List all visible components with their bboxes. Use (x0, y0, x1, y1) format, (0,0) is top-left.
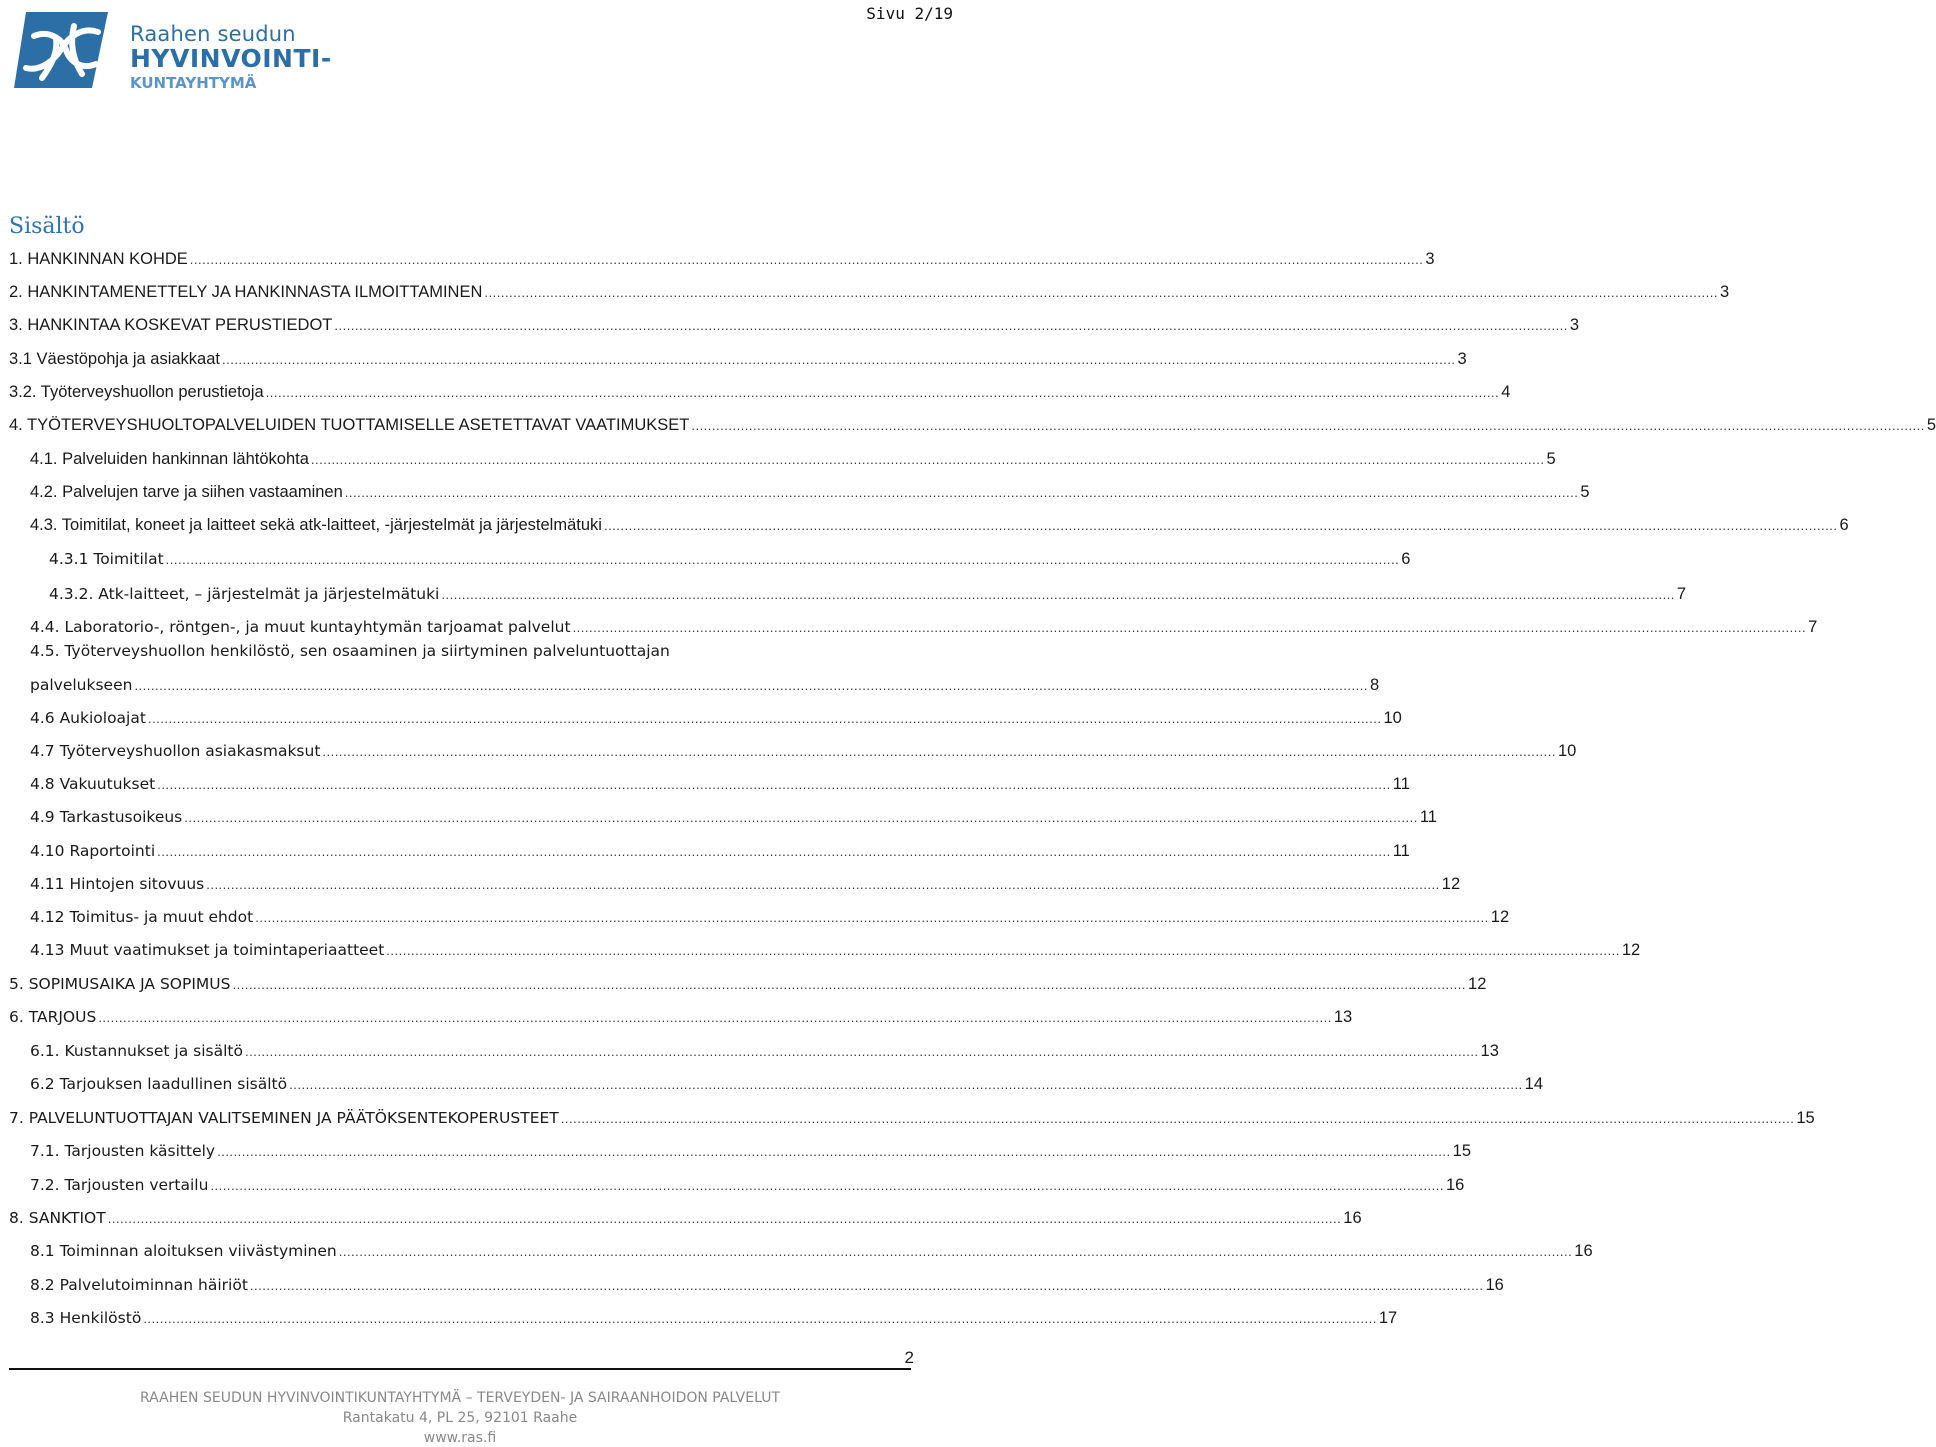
toc-dot-leader: ............................................................................................................................................................................................................................................................................................................ (322, 744, 1556, 759)
toc-entry-label: 4.13 Muut vaatimukset ja toimintaperiaatteet (30, 941, 385, 959)
toc-entry[interactable] (30, 775, 1410, 799)
toc-entry-page: 7 (1676, 585, 1687, 603)
toc-entry-label: 6.2 Tarjouksen laadullinen sisältö (30, 1075, 288, 1093)
toc-entry[interactable] (30, 875, 1461, 899)
toc-entry[interactable] (30, 941, 1641, 965)
toc-title: Sisältö (9, 214, 85, 239)
toc-entry-page: 8 (1369, 676, 1380, 694)
toc-entry-label: 3.1 Väestöpohja ja asiakkaat (9, 350, 220, 368)
organization-logo (12, 8, 332, 98)
toc-entry[interactable] (30, 742, 1577, 766)
toc-entry-label: 1. HANKINNAN KOHDE (9, 250, 188, 268)
toc-dot-leader: ............................................................................................................................................................................................................................................................................................................ (184, 810, 1418, 825)
toc-entry-page: 17 (1378, 1309, 1398, 1327)
toc-entry[interactable] (9, 283, 1730, 307)
toc-entry[interactable] (9, 316, 1580, 340)
toc-entry-label: 8.2 Palvelutoiminnan häiriöt (30, 1276, 248, 1294)
toc-entry[interactable] (30, 450, 1556, 474)
toc-dot-leader: ............................................................................................................................................................................................................................................................................................................ (265, 385, 1500, 400)
toc-dot-leader: ............................................................................................................................................................................................................................................................................................................ (484, 285, 1718, 300)
toc-entry-label: 5. SOPIMUSAIKA JA SOPIMUS (9, 975, 231, 993)
toc-entry[interactable] (30, 842, 1410, 866)
toc-dot-leader: ............................................................................................................................................................................................................................................................................................................ (245, 1044, 1479, 1059)
toc-dot-leader: ............................................................................................................................................................................................................................................................................................................ (165, 552, 1400, 567)
toc-dot-leader: ............................................................................................................................................................................................................................................................................................................ (217, 1144, 1451, 1159)
toc-dot-leader: ............................................................................................................................................................................................................................................................................................................ (289, 1077, 1523, 1092)
toc-dot-leader: ............................................................................................................................................................................................................................................................................................................ (249, 1278, 1484, 1293)
toc-entry-page: 15 (1452, 1142, 1471, 1160)
toc-entry-page: 5 (1546, 450, 1556, 468)
toc-entry-page: 16 (1343, 1209, 1362, 1227)
toc-entry-page: 15 (1796, 1109, 1815, 1127)
toc-entry[interactable] (9, 1209, 1362, 1233)
toc-entry-page: 4 (1501, 383, 1511, 401)
toc-entry-page: 6 (1839, 516, 1849, 534)
toc-dot-leader: ............................................................................................................................................................................................................................................................................................................ (560, 1111, 1795, 1126)
toc-entry[interactable] (9, 416, 1936, 440)
toc-entry[interactable] (30, 1242, 1593, 1266)
footer-organization: RAAHEN SEUDUN HYVINVOINTIKUNTAYHTYMÄ – TERVEYDEN- JA SAIRAANHOIDON PALVELUT (139, 1390, 781, 1406)
toc-entry-page: 3 (1425, 250, 1435, 268)
toc-entry[interactable] (9, 975, 1487, 999)
toc-entry[interactable] (30, 676, 1380, 700)
toc-entry[interactable] (30, 516, 1849, 540)
toc-entry-page: 12 (1490, 908, 1510, 926)
toc-entry-label: 4.6 Aukioloajat (30, 709, 146, 727)
toc-dot-leader: ............................................................................................................................................................................................................................................................................................................ (572, 620, 1807, 635)
toc-entry[interactable] (9, 1109, 1815, 1133)
toc-entry-page: 5 (1926, 416, 1936, 434)
toc-entry-page: 16 (1485, 1276, 1504, 1294)
toc-entry-page: 13 (1333, 1008, 1353, 1026)
toc-entry[interactable] (9, 1008, 1353, 1032)
toc-dot-leader: ............................................................................................................................................................................................................................................................................................................ (134, 678, 1368, 693)
toc-entry-label: 4.5. Työterveyshuollon henkilöstö, sen osaaminen ja siirtyminen palveluntuottajan (30, 642, 670, 660)
toc-entry-page: 3 (1569, 316, 1580, 334)
toc-dot-leader: ............................................................................................................................................................................................................................................................................................................ (603, 518, 1838, 533)
toc-entry[interactable] (30, 618, 1818, 642)
toc-dot-leader: ............................................................................................................................................................................................................................................................................................................ (441, 587, 1675, 602)
toc-dot-leader: ............................................................................................................................................................................................................................................................................................................ (386, 943, 1620, 958)
toc-entry-label: 4.3.2. Atk-laitteet, – järjestelmät ja järjestelmätuki (49, 585, 440, 603)
toc-entry-page: 12 (1441, 875, 1461, 893)
toc-entry-label: 4.10 Raportointi (30, 842, 156, 860)
toc-entry-label: 4.9 Tarkastusoikeus (30, 808, 183, 826)
toc-entry-label: 3. HANKINTAA KOSKEVAT PERUSTIEDOT (9, 316, 333, 334)
toc-entry-label: 2. HANKINTAMENETTELY JA HANKINNASTA ILMOITTAMINEN (9, 283, 483, 301)
toc-entry[interactable] (30, 483, 1590, 507)
toc-entry-page: 10 (1557, 742, 1577, 760)
toc-entry-label: 4.1. Palveluiden hankinnan lähtökohta (30, 450, 309, 468)
toc-dot-leader: ............................................................................................................................................................................................................................................................................................................ (210, 1178, 1444, 1193)
toc-entry-label: 4.8 Vakuutukset (30, 775, 156, 793)
toc-entry-page: 12 (1621, 941, 1641, 959)
toc-dot-leader: ............................................................................................................................................................................................................................................................................................................ (107, 1211, 1342, 1226)
toc-entry[interactable] (30, 1176, 1465, 1200)
toc-entry-page: 3 (1719, 283, 1730, 301)
toc-entry[interactable] (30, 709, 1402, 733)
toc-entry-label: 6. TARJOUS (9, 1008, 97, 1026)
toc-entry[interactable] (30, 808, 1437, 832)
toc-dot-leader: ............................................................................................................................................................................................................................................................................................................ (255, 910, 1489, 925)
toc-entry-page: 10 (1383, 709, 1402, 727)
page-indicator: Sivu 2/19 (866, 4, 953, 23)
toc-entry-label: 7. PALVELUNTUOTTAJAN VALITSEMINEN JA PÄÄTÖKSENTEKOPERUSTEET (9, 1109, 559, 1127)
toc-dot-leader: ............................................................................................................................................................................................................................................................................................................ (338, 1244, 1573, 1259)
footer-divider (9, 1368, 911, 1370)
toc-dot-leader: ............................................................................................................................................................................................................................................................................................................ (344, 485, 1579, 500)
toc-entry-label: 4. TYÖTERVEYSHUOLTOPALVELUIDEN TUOTTAMISELLE ASETETTAVAT VAATIMUKSET (9, 416, 690, 434)
toc-dot-leader: ............................................................................................................................................................................................................................................................................................................ (221, 352, 1456, 367)
toc-entry[interactable] (49, 585, 1687, 609)
toc-dot-leader: ............................................................................................................................................................................................................................................................................................................ (147, 711, 1382, 726)
toc-dot-leader: ............................................................................................................................................................................................................................................................................................................ (98, 1010, 1332, 1025)
toc-entry[interactable] (49, 550, 1411, 574)
footer-website: www.ras.fi (423, 1430, 497, 1446)
toc-entry-page: 11 (1392, 842, 1410, 860)
toc-entry[interactable] (30, 1276, 1504, 1300)
toc-entry-label: 6.1. Kustannukset ja sisältö (30, 1042, 243, 1060)
toc-entry-label: 4.11 Hintojen sitovuus (30, 875, 205, 893)
toc-entry-label: 8.1 Toiminnan aloituksen viivästyminen (30, 1242, 337, 1260)
toc-entry-label: 4.3.1 Toimitilat (49, 550, 164, 568)
toc-entry-first-line[interactable] (30, 642, 914, 666)
toc-dot-leader: ............................................................................................................................................................................................................................................................................................................ (334, 318, 1568, 333)
toc-entry-label: 4.4. Laboratorio-, röntgen-, ja muut kuntayhtymän tarjoamat palvelut (30, 618, 571, 636)
toc-entry-label: 8. SANKTIOT (9, 1209, 106, 1227)
toc-entry[interactable] (30, 1142, 1471, 1166)
toc-entry[interactable] (30, 1309, 1398, 1333)
toc-entry-page: 13 (1480, 1042, 1499, 1060)
toc-entry-label: 3.2. Työterveyshuollon perustietoja (9, 383, 264, 401)
toc-entry-page: 16 (1574, 1242, 1593, 1260)
logo-text-line3: KUNTAYHTYMÄ (130, 74, 257, 92)
logo-text-line1: Raahen seudun (130, 22, 296, 46)
toc-entry-label: 7.2. Tarjousten vertailu (30, 1176, 209, 1194)
toc-dot-leader: ............................................................................................................................................................................................................................................................................................................ (143, 1311, 1377, 1326)
toc-dot-leader: ............................................................................................................................................................................................................................................................................................................ (232, 977, 1467, 992)
toc-entry-label: 4.2. Palvelujen tarve ja siihen vastaaminen (30, 483, 343, 501)
toc-dot-leader: ............................................................................................................................................................................................................................................................................................................ (189, 252, 1424, 267)
logo-text-line2: HYVINVOINTI- (130, 44, 332, 73)
toc-entry-label: 8.3 Henkilöstö (30, 1309, 142, 1327)
toc-entry[interactable] (9, 350, 1467, 374)
toc-entry-page: 11 (1392, 775, 1410, 793)
toc-dot-leader: ............................................................................................................................................................................................................................................................................................................ (310, 452, 1545, 467)
toc-dot-leader: ............................................................................................................................................................................................................................................................................................................ (157, 777, 1391, 792)
toc-entry-page: 6 (1401, 550, 1411, 568)
toc-entry-label: 7.1. Tarjousten käsittely (30, 1142, 216, 1160)
toc-entry[interactable] (30, 1075, 1544, 1099)
toc-entry-page: 14 (1524, 1075, 1544, 1093)
toc-entry[interactable] (9, 383, 1511, 407)
toc-entry-page: 16 (1445, 1176, 1465, 1194)
footer-address: Rantakatu 4, PL 25, 92101 Raahe (342, 1410, 578, 1426)
toc-entry-page: 3 (1457, 350, 1467, 368)
knot-logo-icon (12, 8, 112, 92)
toc-entry-page: 5 (1580, 483, 1590, 501)
toc-entry[interactable] (9, 250, 1435, 274)
toc-entry-label: 4.3. Toimitilat, koneet ja laitteet sekä atk-laitteet, -järjestelmät ja järjestelmätuki (30, 516, 602, 534)
footer-page-number: 2 (904, 1348, 914, 1367)
toc-entry-page: 11 (1419, 808, 1437, 826)
toc-entry-label: 4.7 Työterveyshuollon asiakasmaksut (30, 742, 321, 760)
toc-dot-leader: ............................................................................................................................................................................................................................................................................................................ (691, 418, 1925, 433)
toc-entry[interactable] (30, 1042, 1499, 1066)
toc-dot-leader: ............................................................................................................................................................................................................................................................................................................ (157, 844, 1391, 859)
toc-dot-leader: ............................................................................................................................................................................................................................................................................................................ (206, 877, 1440, 892)
toc-entry-label: palvelukseen (30, 676, 133, 694)
toc-entry[interactable] (30, 908, 1510, 932)
toc-entry-label: 4.12 Toimitus- ja muut ehdot (30, 908, 254, 926)
toc-entry-page: 12 (1468, 975, 1487, 993)
toc-entry-page: 7 (1808, 618, 1818, 636)
